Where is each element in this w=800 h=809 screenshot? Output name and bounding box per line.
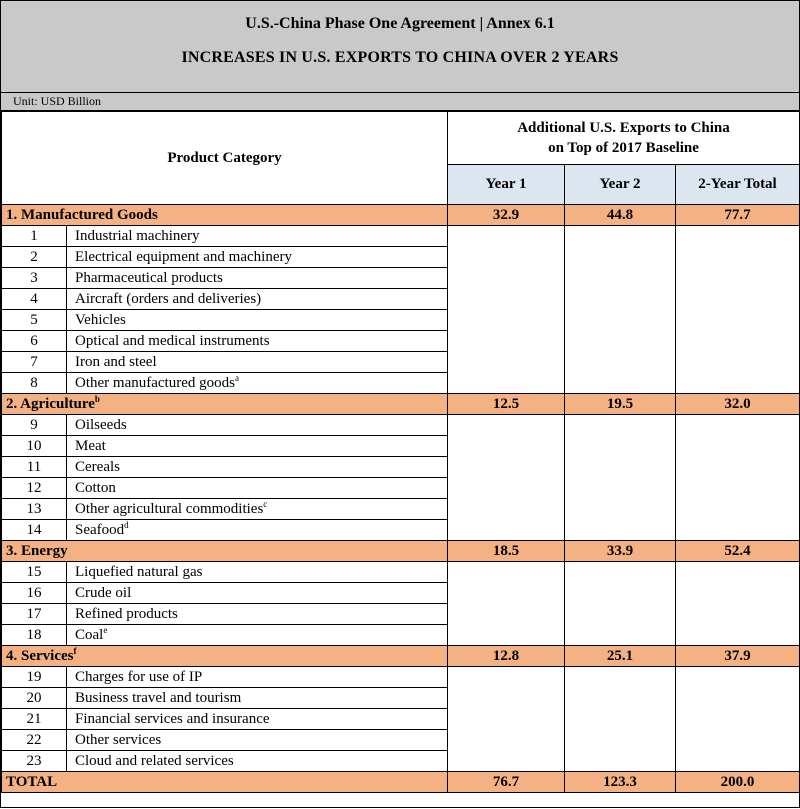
category-total-value: 77.7 xyxy=(676,205,800,226)
empty-value-cell xyxy=(676,562,800,646)
item-name-cell xyxy=(67,751,448,772)
item-name-cell xyxy=(67,352,448,373)
item-name: Electrical equipment and machinery xyxy=(75,249,292,265)
item-name: Meat xyxy=(75,438,106,454)
unit-row xyxy=(1,93,799,111)
item-name-cell xyxy=(67,583,448,604)
item-name: Cloud and related services xyxy=(75,753,234,769)
item-name: Aircraft (orders and deliveries) xyxy=(75,291,262,307)
category-label xyxy=(2,394,448,415)
item-name: Other agricultural commodities xyxy=(75,501,264,517)
category-label xyxy=(2,646,448,667)
item-name-cell xyxy=(67,268,448,289)
item-name: Crude oil xyxy=(75,585,132,601)
year1-header: Year 1 xyxy=(448,165,565,205)
item-number: 13 xyxy=(2,499,67,520)
item-name-cell xyxy=(67,226,448,247)
item-name-cell xyxy=(67,688,448,709)
category-name: 1. Manufactured Goods xyxy=(6,206,158,223)
item-number: 22 xyxy=(2,730,67,751)
item-number: 12 xyxy=(2,478,67,499)
item-name: Optical and medical instruments xyxy=(75,333,270,349)
item-name: Iron and steel xyxy=(75,354,157,370)
item-name: Business travel and tourism xyxy=(75,690,242,706)
item-name-cell xyxy=(67,373,448,394)
item-name-cell xyxy=(67,562,448,583)
item-number: 9 xyxy=(2,415,67,436)
item-name: Cotton xyxy=(75,480,116,496)
table-row xyxy=(2,415,800,436)
category-year1-value: 32.9 xyxy=(448,205,565,226)
exports-table xyxy=(1,111,800,793)
item-number: 2 xyxy=(2,247,67,268)
category-total-value: 32.0 xyxy=(676,394,800,415)
year2-header: Year 2 xyxy=(565,165,676,205)
item-name: Coal xyxy=(75,627,104,643)
footnote-marker: f xyxy=(73,645,77,656)
item-number: 23 xyxy=(2,751,67,772)
category-name: 2. Agriculture xyxy=(6,395,95,412)
product-category-header: Product Category xyxy=(2,112,448,205)
item-number: 8 xyxy=(2,373,67,394)
category-name: 4. Services xyxy=(6,647,74,664)
total-year2-value: 123.3 xyxy=(565,772,676,793)
item-number: 17 xyxy=(2,604,67,625)
additional-header-line1: Additional U.S. Exports to China xyxy=(517,120,730,136)
item-name-cell xyxy=(67,709,448,730)
item-name-cell xyxy=(67,625,448,646)
category-row xyxy=(2,394,800,415)
item-name-cell xyxy=(67,667,448,688)
category-label xyxy=(2,205,448,226)
additional-header-line2: on Top of 2017 Baseline xyxy=(548,140,699,156)
item-name: Industrial machinery xyxy=(75,228,200,244)
empty-value-cell xyxy=(448,226,565,394)
category-year1-value: 12.5 xyxy=(448,394,565,415)
page-title: U.S.-China Phase One Agreement | Annex 6.1 xyxy=(245,15,555,32)
item-number: 16 xyxy=(2,583,67,604)
total-label: TOTAL xyxy=(2,772,448,793)
category-year1-value: 18.5 xyxy=(448,541,565,562)
footnote-marker: c xyxy=(263,499,268,509)
header-row-1 xyxy=(2,112,800,165)
item-name-cell xyxy=(67,478,448,499)
category-year1-value: 12.8 xyxy=(448,646,565,667)
empty-value-cell xyxy=(448,667,565,772)
empty-value-cell xyxy=(676,667,800,772)
item-number: 14 xyxy=(2,520,67,541)
footnote-marker: d xyxy=(124,520,129,530)
empty-value-cell xyxy=(676,415,800,541)
item-name: Cereals xyxy=(75,459,120,475)
item-name: Financial services and insurance xyxy=(75,711,270,727)
item-name: Liquefied natural gas xyxy=(75,564,203,580)
total-header: 2-Year Total xyxy=(676,165,800,205)
footnote-marker: b xyxy=(94,393,100,404)
empty-value-cell xyxy=(448,562,565,646)
item-number: 1 xyxy=(2,226,67,247)
empty-value-cell xyxy=(565,226,676,394)
category-total-value: 37.9 xyxy=(676,646,800,667)
total-row xyxy=(2,772,800,793)
empty-value-cell xyxy=(448,415,565,541)
empty-value-cell xyxy=(676,226,800,394)
table-row xyxy=(2,667,800,688)
empty-value-cell xyxy=(565,562,676,646)
additional-exports-header xyxy=(448,112,800,165)
item-name: Charges for use of IP xyxy=(75,669,203,685)
total-year1-value: 76.7 xyxy=(448,772,565,793)
item-name-cell xyxy=(67,730,448,751)
item-number: 21 xyxy=(2,709,67,730)
title-box xyxy=(1,1,799,93)
item-number: 6 xyxy=(2,331,67,352)
item-name-cell xyxy=(67,604,448,625)
unit-label: Unit: USD Billion xyxy=(13,94,102,108)
item-name-cell xyxy=(67,247,448,268)
item-name: Pharmaceutical products xyxy=(75,270,223,286)
item-number: 18 xyxy=(2,625,67,646)
page-subtitle: INCREASES IN U.S. EXPORTS TO CHINA OVER 2 YEARS xyxy=(181,49,619,66)
empty-value-cell xyxy=(565,415,676,541)
item-name-cell xyxy=(67,436,448,457)
item-number: 19 xyxy=(2,667,67,688)
table-row xyxy=(2,562,800,583)
total-total-value: 200.0 xyxy=(676,772,800,793)
item-number: 7 xyxy=(2,352,67,373)
category-row xyxy=(2,646,800,667)
item-name: Other manufactured goods xyxy=(75,375,235,391)
item-number: 11 xyxy=(2,457,67,478)
item-name-cell xyxy=(67,499,448,520)
item-name: Refined products xyxy=(75,606,178,622)
item-name-cell xyxy=(67,310,448,331)
item-name: Vehicles xyxy=(75,312,126,328)
category-total-value: 52.4 xyxy=(676,541,800,562)
item-name-cell xyxy=(67,289,448,310)
category-year2-value: 33.9 xyxy=(565,541,676,562)
category-row xyxy=(2,205,800,226)
item-number: 5 xyxy=(2,310,67,331)
item-number: 4 xyxy=(2,289,67,310)
category-year2-value: 19.5 xyxy=(565,394,676,415)
item-name-cell xyxy=(67,415,448,436)
item-name: Other services xyxy=(75,732,162,748)
category-name: 3. Energy xyxy=(6,542,68,559)
item-number: 3 xyxy=(2,268,67,289)
footnote-marker: e xyxy=(103,625,108,635)
item-number: 10 xyxy=(2,436,67,457)
footnote-marker: a xyxy=(234,373,239,383)
category-label xyxy=(2,541,448,562)
item-name: Seafood xyxy=(75,522,125,538)
item-name-cell xyxy=(67,520,448,541)
table-row xyxy=(2,226,800,247)
empty-value-cell xyxy=(565,667,676,772)
category-row xyxy=(2,541,800,562)
item-number: 15 xyxy=(2,562,67,583)
item-name-cell xyxy=(67,331,448,352)
category-year2-value: 25.1 xyxy=(565,646,676,667)
item-name-cell xyxy=(67,457,448,478)
item-number: 20 xyxy=(2,688,67,709)
item-name: Oilseeds xyxy=(75,417,127,433)
category-year2-value: 44.8 xyxy=(565,205,676,226)
